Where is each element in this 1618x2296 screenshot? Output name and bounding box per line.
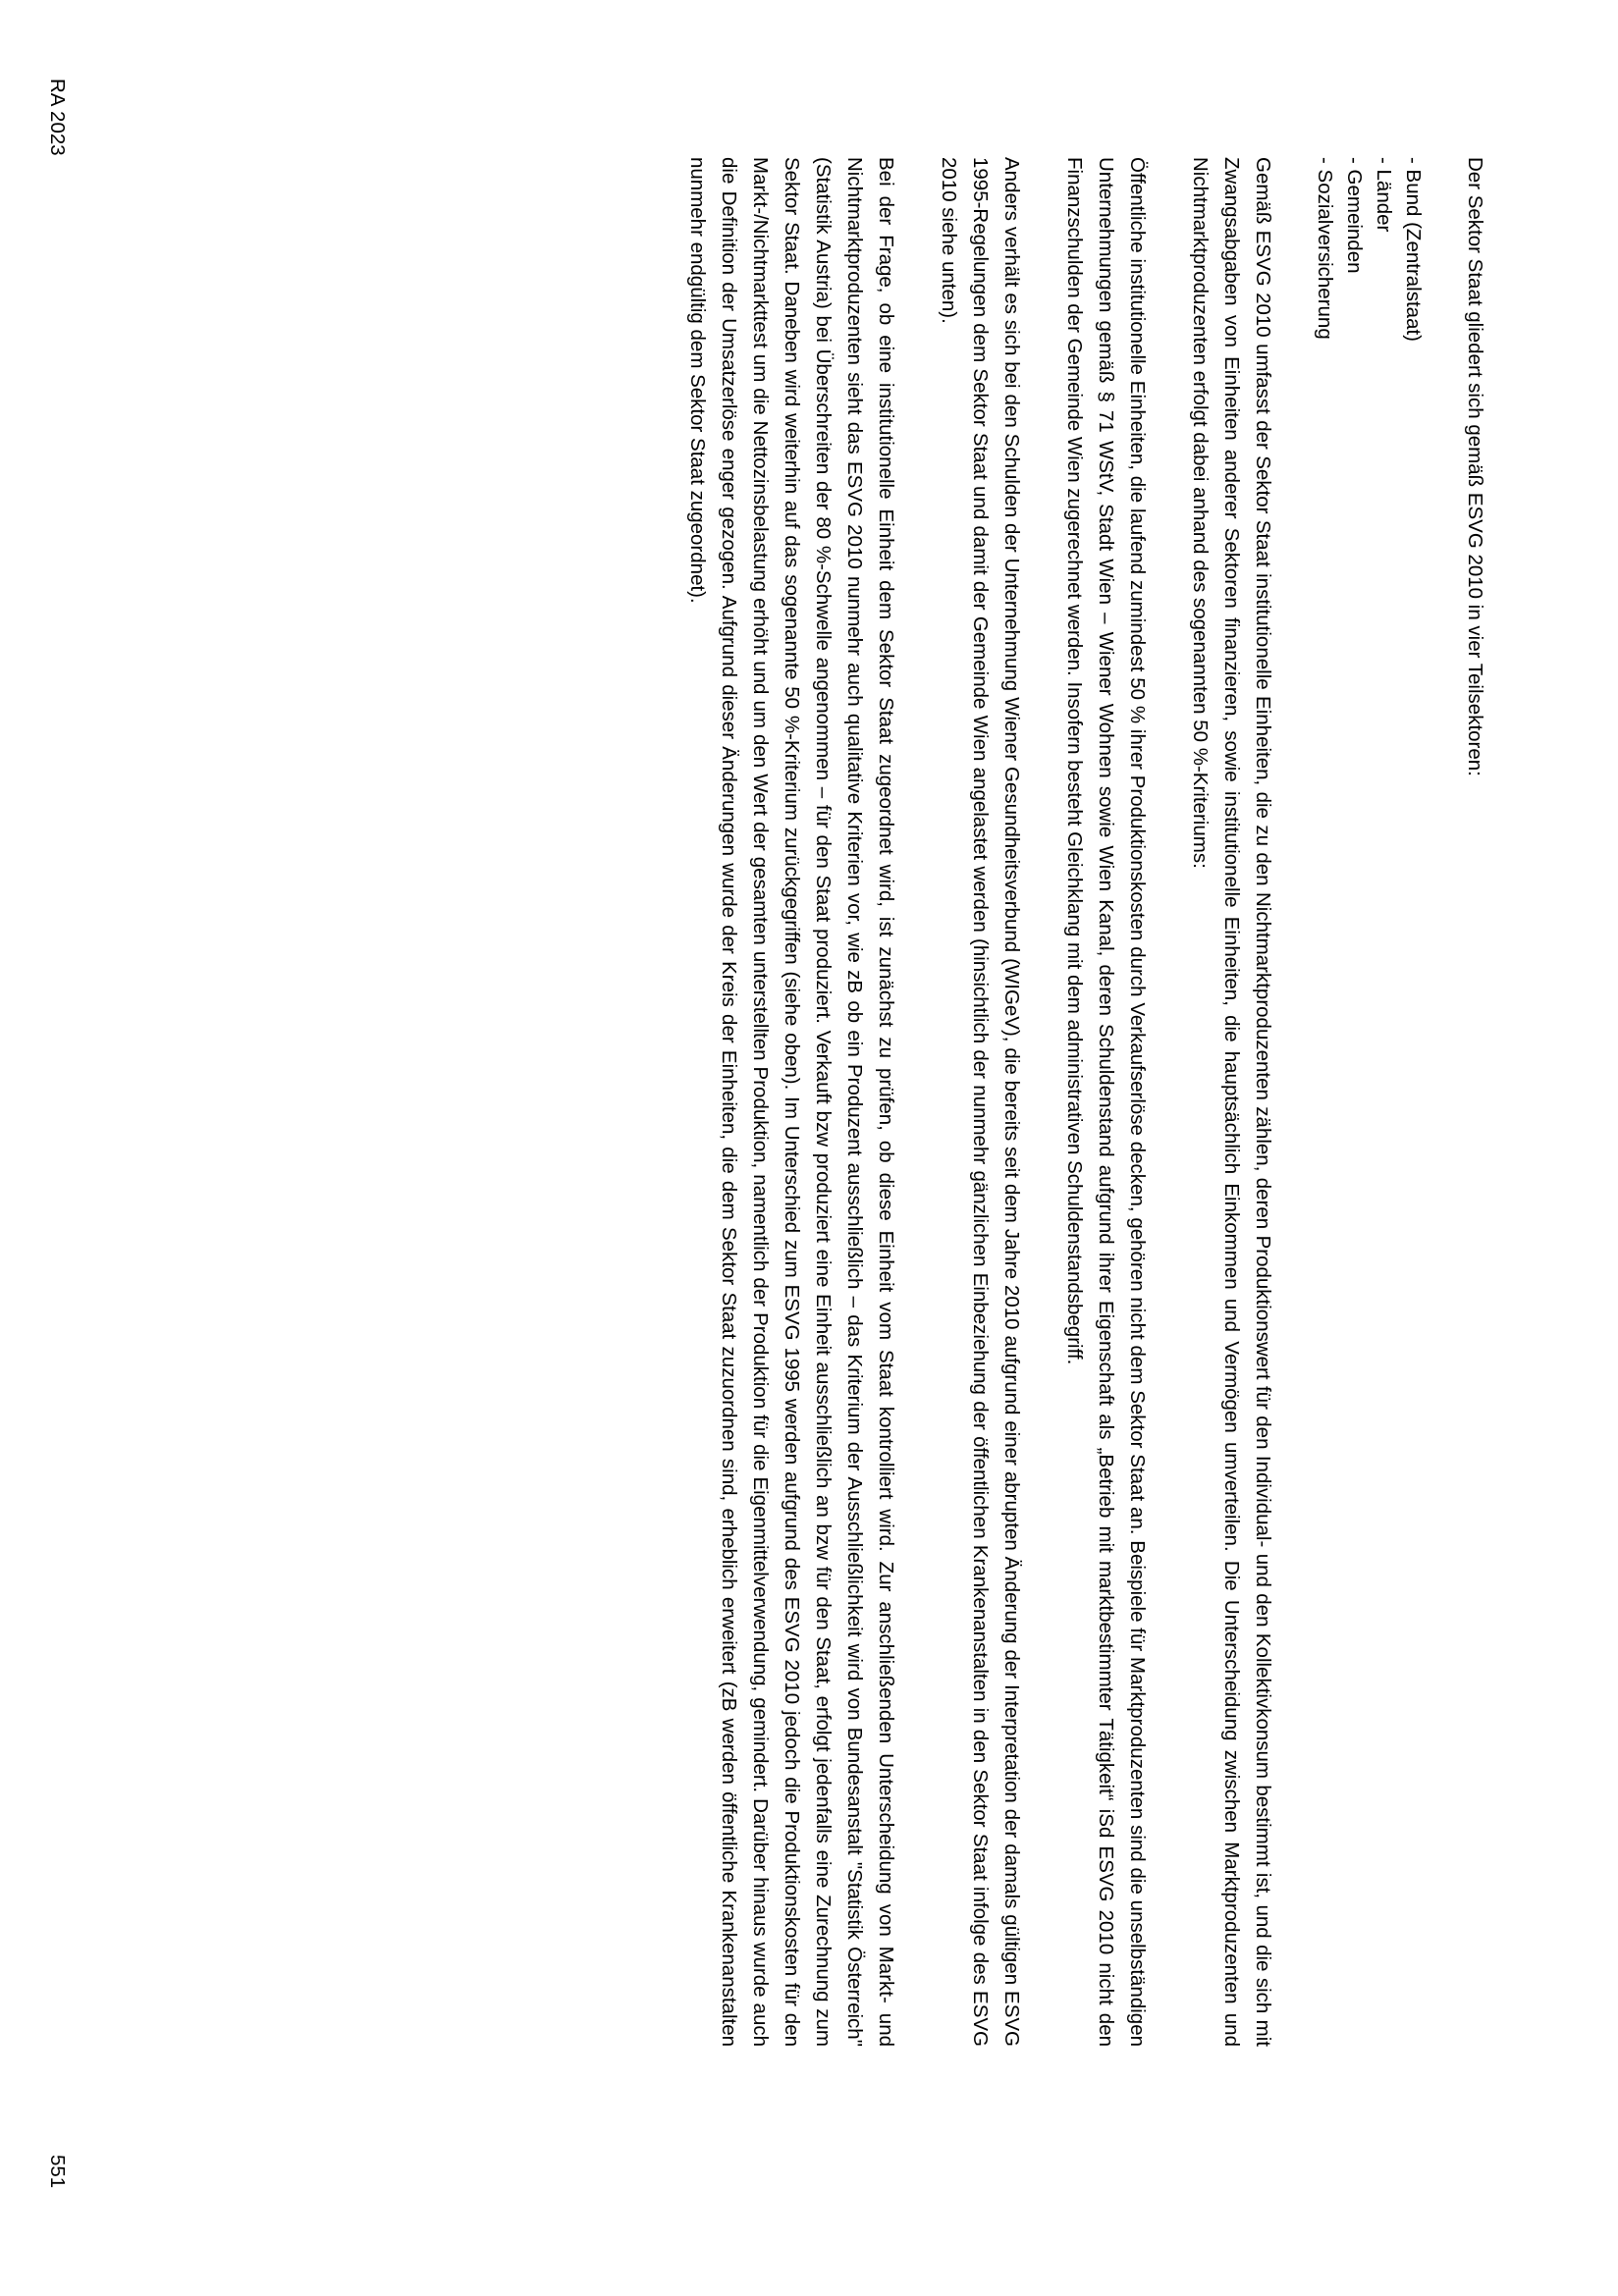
paragraph-classification-criteria: Bei der Frage, ob eine institutionelle Einheit dem Sektor Staat zugeordnet wird, ist zunächst zu prüfen, ob diese Einheit vom Staat kontrolliert wird. Zur anschließenden Unterscheidung von Markt- und Nichtmarktproduzenten sieht das ESVG 2010 nunmehr auch qualitative Kriterien vor, wie zB ob ein Produzent ausschließlich – das Kriterium der Ausschließlichkeit wird von Bundesanstalt "Statistik Österreich" (Statistik Austria) bei Überschreiten der 80 %-Schwelle angenommen – für den Staat produziert. Verkauft bzw produziert eine Einheit ausschließlich an bzw für den Staat, erfolgt jedenfalls eine Zurechnung zum Sektor Staat. Daneben wird weiterhin auf das sogenannte 50 %-Kriterium zurückgegriffen (siehe oben). Im Unterschied zum ESVG 1995 werden aufgrund des ESVG 2010 jedoch die Produktionskosten für den Markt-/Nichtmarkttest um die Nettozinsbelastung erhöht und um den Wert der gesamten unterstellten Produktion, namentlich der Produktion für die Eigenmittelverwendung, gemindert. Darüber hinaus wurde auch die Definition der Umsatzerlöse enger gezogen. Aufgrund dieser Änderungen wurde der Kreis der Einheiten, die dem Sektor Staat zuzuordnen sind, erheblich erweitert (zB werden öffentliche Krankenanstalten nunmehr endgültig dem Sektor Staat zugeordnet). <box>686 157 897 2047</box>
document-body <box>650 157 1490 2047</box>
paragraph-market-producers: Öffentliche institutionelle Einheiten, die laufend zumindest 50 % ihrer Produktionskosten durch Verkaufserlöse decken, gehören nicht dem Sektor Staat an. Beispiele für Marktproduzenten sind die unselbständigen Unternehmungen gemäß § 71 WStV, Stadt Wien – Wiener Wohnen sowie Wien Kanal, deren Schuldenstand aufgrund ihrer Eigenschaft als „Betrieb mit marktbestimmter Tätigkeit“ iSd ESVG 2010 nicht den Finanzschulden der Gemeinde Wien zugerechnet werden. Insofern besteht Gleichklang mit dem administrativen Schuldenstandsbegriff. <box>1063 157 1149 2047</box>
subsector-item-bund: - Bund (Zentralstaat) <box>1402 157 1425 342</box>
intro-paragraph: Der Sektor Staat gliedert sich gemäß ESVG 2010 in vier Teilsektoren: <box>1464 157 1486 776</box>
subsector-item-gemeinden: - Gemeinden <box>1343 157 1366 274</box>
subsector-item-sozialversicherung: - Sozialversicherung <box>1314 157 1336 340</box>
paragraph-definition: Gemäß ESVG 2010 umfasst der Sektor Staat institutionelle Einheiten, die zu den Nichtmarktproduzenten zählen, deren Produktionswert für den Individual- und den Kollektivkonsum bestimmt ist, und die sich mit Zwangsabgaben von Einheiten anderer Sektoren finanzieren, sowie institutionelle Einheiten, die hauptsächlich Einkommen und Vermögen umverteilen. Die Unterscheidung zwischen Marktproduzenten und Nichtmarktproduzenten erfolgt dabei anhand des sogenannten 50 %-Kriteriums: <box>1189 157 1274 2047</box>
page-number: 551 <box>46 2155 69 2189</box>
subsector-list <box>1310 157 1428 2047</box>
paragraph-wigev: Anders verhält es sich bei den Schulden der Unternehmung Wiener Gesundheitsverbund (WIGeV), die bereits seit dem Jahre 2010 aufgrund einer abrupten Änderung der Interpretation der damals gültigen ESVG 1995-Regelungen dem Sektor Staat und damit der Gemeinde Wien angelastet werden (hinsichtlich der nunmehr gänzlichen Einbeziehung der öffentlichen Krankenanstalten in den Sektor Staat infolge des ESVG 2010 siehe unten). <box>938 157 1023 2047</box>
subsector-item-laender: - Länder <box>1373 157 1395 233</box>
report-label: RA 2023 <box>46 79 69 156</box>
